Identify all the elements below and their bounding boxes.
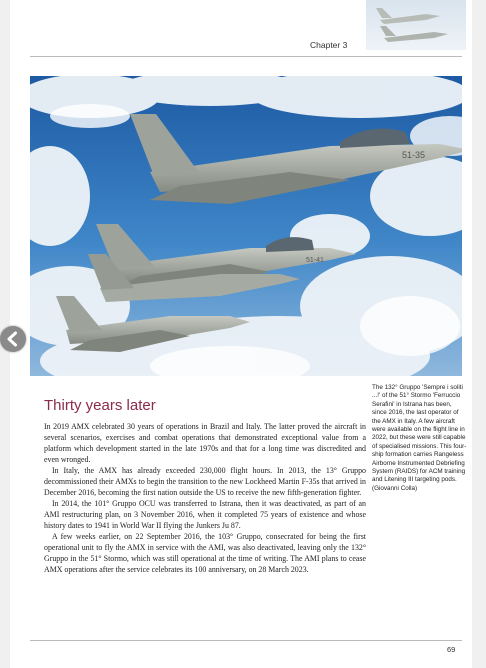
header-divider (30, 56, 462, 57)
paragraph: In 2019 AMX celebrated 30 years of operations in Brazil and Italy. The latter proved the aircraft in several scenarios, exercises and combat operations that demonstrated exceptional value from a platform which development started in the late 1970s and that for a long time was discredited and even wronged. (44, 422, 366, 464)
section-heading: Thirty years later (44, 397, 156, 414)
paragraph: In Italy, the AMX has already exceeded 230,000 flight hours. In 2013, the 13° Gruppo decommissioned their AMXs to begin the transition to the new Lockheed Martin F-35s that arrived in December 2016, becoming the first nation outside the US to receive the new fifth-generation fighter. (44, 466, 366, 497)
photo-caption: The 132° Gruppo 'Sempre i soliti ...!' of the 51° Stormo 'Ferruccio Serafini' in Istrana has been, since 2016, the last operator of the AMX in Italy. A few aircraft were available on the flight line in 2022, but these were still capable of specialised missions. This four-ship formation carries Rangeless Airborne Instrumented Debriefing System (RAIDS) for ACM training and Litening III targeting pods. (Giovanni Colla) (372, 384, 467, 492)
page-thumbnail[interactable] (366, 0, 466, 50)
paragraph: A few weeks earlier, on 22 September 2016, the 103° Gruppo, consecrated for being the first operational unit to fly the AMX in service with the AMI, was also deactivated, leaving only the 132° Gruppo in the 51° Stormo, which was still operational at the time of writing. The AMI plans to cease AMX operations after the service celebrates its 100 anniversary, on 28 March 2023. (44, 532, 366, 574)
chevron-left-icon (0, 326, 26, 352)
article-body (44, 421, 366, 575)
tail-code-1: 51-35 (402, 150, 426, 160)
book-page (10, 0, 472, 668)
footer-divider (30, 640, 462, 641)
tail-code-2: 51-41 (306, 257, 324, 264)
thumbnail-jets-image (366, 0, 466, 50)
paragraph: In 2014, the 101° Gruppo OCU was transferred to Istrana, then it was deactivated, as part of an AMI restructuring plan, on 3 November 2016, when it completed 75 years of existence and whose history dates to 1941 in World War II flying the Junkers Ju 87. (44, 499, 366, 530)
amx-formation-photo (30, 76, 462, 376)
previous-page-button[interactable] (0, 326, 26, 352)
chapter-label: Chapter 3 (310, 40, 348, 50)
page-number: 69 (447, 645, 456, 654)
